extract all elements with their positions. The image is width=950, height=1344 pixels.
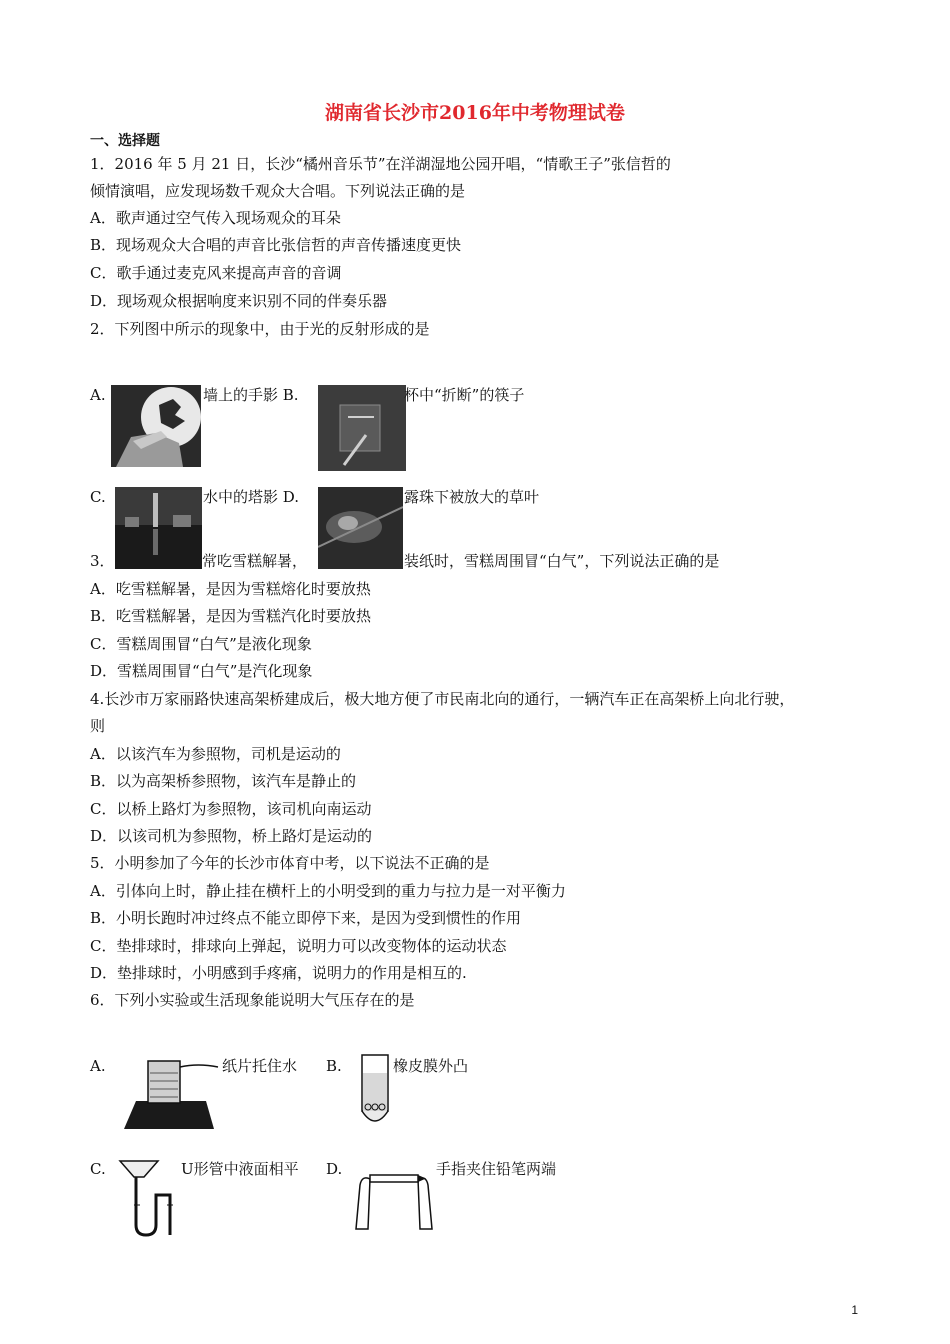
section-heading: 一、选择题 [90, 133, 160, 149]
q4-option-b: B．以为高架桥参照物，该汽车是静止的 [90, 772, 357, 790]
q6-c-text: U形管中液面相平 [181, 1160, 299, 1178]
page-title: 湖南省长沙市2016年中考物理试卷 [325, 102, 625, 124]
q3-stem-part2: 常吃雪糕解暑， [202, 552, 308, 570]
hand-shadow-image [111, 385, 201, 467]
dewdrop-leaf-image [318, 487, 403, 569]
q5-option-b: B．小明长跑时冲过终点不能立即停下来，是因为受到惯性的作用 [90, 909, 522, 927]
q2-c-text: 水中的塔影 D. [203, 488, 300, 506]
q1-stem-line2: 倾情演唱，应发现场数千观众大合唱。下列说法正确的是 [90, 182, 466, 200]
q6-b-text: 橡皮膜外凸 [393, 1057, 469, 1075]
tower-reflection-image [115, 487, 202, 569]
q3-option-a: A．吃雪糕解暑，是因为雪糕熔化时要放热 [90, 580, 371, 598]
q6-b-letter: B. [326, 1057, 342, 1075]
q2-stem: 2．下列图中所示的现象中，由于光的反射形成的是 [90, 320, 430, 338]
q2-b-text: 杯中“折断”的筷子 [404, 386, 525, 404]
q1-option-c: C．歌手通过麦克风来提高声音的音调 [90, 264, 342, 282]
q5-stem: 5．小明参加了今年的长沙市体育中考，以下说法不正确的是 [90, 854, 490, 872]
q4-stem-line2: 则 [90, 717, 106, 735]
paper-holds-water-image [114, 1053, 220, 1131]
q3-option-d: D．雪糕周围冒“白气”是汽化现象 [90, 662, 313, 680]
q5-option-a: A．引体向上时，静止挂在横杆上的小明受到的重力与拉力是一对平衡力 [90, 882, 566, 900]
finger-pencil-image [350, 1155, 438, 1231]
q2-a-letter: A. [90, 386, 106, 404]
q5-option-c: C．垫排球时，排球向上弹起，说明力可以改变物体的运动状态 [90, 937, 507, 955]
q1-option-a: A．歌声通过空气传入现场观众的耳朵 [90, 209, 341, 227]
page-number: 1 [851, 1303, 858, 1317]
q5-option-d: D．垫排球时，小明感到手疼痛，说明力的作用是相互的. [90, 964, 467, 982]
u-tube-image [114, 1155, 184, 1241]
q1-option-b: B．现场观众大合唱的声音比张信哲的声音传播速度更快 [90, 236, 462, 254]
q4-option-c: C．以桥上路灯为参照物，该司机向南运动 [90, 800, 372, 818]
q1-option-d: D．现场观众根据响度来识别不同的伴奏乐器 [90, 292, 388, 310]
q2-c-letter: C. [90, 488, 106, 506]
chopstick-cup-image [318, 385, 406, 471]
q4-option-a: A．以该汽车为参照物，司机是运动的 [90, 745, 341, 763]
q6-stem: 6．下列小实验或生活现象能说明大气压存在的是 [90, 991, 415, 1009]
q6-a-text: 纸片托住水 [222, 1057, 298, 1075]
q2-d-text: 露珠下被放大的草叶 [404, 488, 540, 506]
q4-option-d: D．以该司机为参照物，桥上路灯是运动的 [90, 827, 373, 845]
q3-option-c: C．雪糕周围冒“白气”是液化现象 [90, 635, 312, 653]
rubber-membrane-image [352, 1053, 398, 1133]
q3-option-b: B．吃雪糕解暑，是因为雪糕汽化时要放热 [90, 607, 372, 625]
q4-stem-line1: 4.长沙市万家丽路快速高架桥建成后，极大地方便了市民南北向的通行，一辆汽车正在高架桥上向北行驶， [90, 690, 795, 708]
q6-a-letter: A. [90, 1057, 106, 1075]
q2-a-text: 墙上的手影 B. [203, 386, 299, 404]
q6-d-text: 手指夹住铅笔两端 [436, 1160, 557, 1178]
q6-d-letter: D. [326, 1160, 343, 1178]
q1-stem-line1: 1．2016 年 5 月 21 日，长沙“橘州音乐节”在洋湖湿地公园开唱，“情歌王子”张信哲的 [90, 155, 671, 173]
q3-stem-part3: 装纸时，雪糕周围冒“白气”，下列说法正确的是 [404, 552, 720, 570]
q6-c-letter: C. [90, 1160, 106, 1178]
q3-stem-number: 3． [90, 552, 115, 570]
